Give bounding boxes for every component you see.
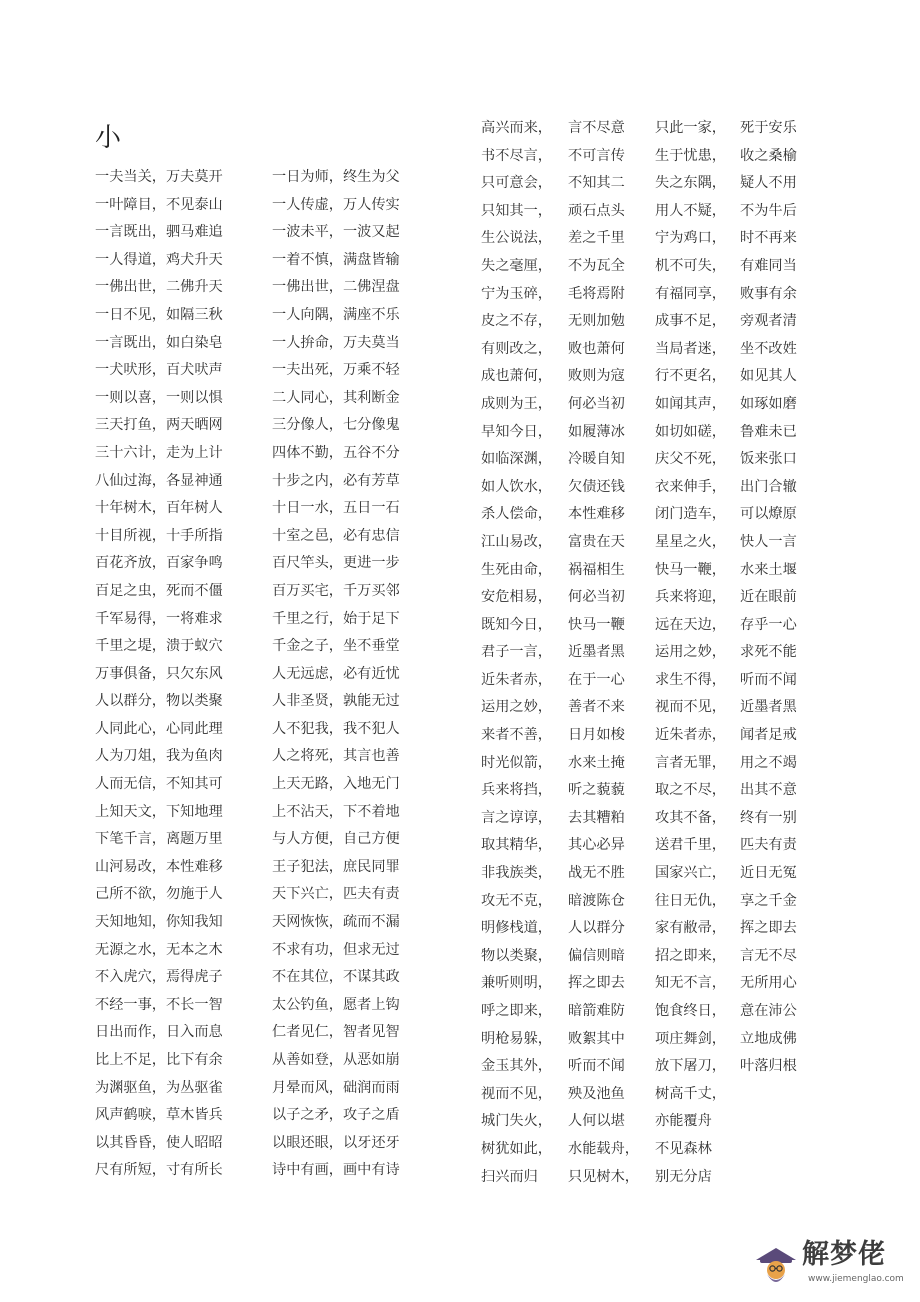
idiom-line: 意在沛公 <box>740 1003 797 1019</box>
idiom-line: 项庄舞剑， <box>655 1030 726 1047</box>
idiom-line: 求生不得， <box>655 671 726 688</box>
idiom-line: 毛将焉附 <box>568 285 625 302</box>
idiom-line: 鲁难未已 <box>740 423 797 440</box>
idiom-line: 尺有所短，寸有所长 <box>95 1162 223 1179</box>
idiom-line: 本性难移 <box>568 506 625 523</box>
idiom-line: 送君千里， <box>655 837 726 854</box>
idiom-line: 家有敝帚， <box>655 920 726 937</box>
idiom-line: 闻者足戒 <box>740 727 797 744</box>
idiom-line: 以眼还眼，以牙还牙 <box>272 1134 400 1151</box>
idiom-line: 明枪易躲， <box>481 1030 552 1047</box>
idiom-line: 兼听则明， <box>481 975 552 992</box>
idiom-line: 来者不善， <box>481 727 552 744</box>
idiom-line: 江山易改， <box>481 533 552 550</box>
idiom-line: 机不可失， <box>655 257 726 274</box>
idiom-line: 听之藐藐 <box>568 782 625 799</box>
idiom-line: 太公钓鱼，愿者上钩 <box>272 996 400 1013</box>
idiom-line: 安危相易， <box>481 589 552 606</box>
idiom-line: 快马一鞭 <box>568 616 625 633</box>
idiom-column-4 <box>568 115 639 1191</box>
idiom-line: 既知今日， <box>481 616 552 633</box>
idiom-line: 上不沾天，下不着地 <box>272 803 400 820</box>
idiom-line: 不为瓦全 <box>568 257 625 274</box>
idiom-line: 一着不慎，满盘皆输 <box>272 251 400 268</box>
idiom-line: 只知其一， <box>481 202 552 219</box>
idiom-line: 言之谆谆， <box>481 809 552 826</box>
idiom-line: 天下兴亡，匹夫有责 <box>272 886 400 903</box>
idiom-line: 近日无冤 <box>740 865 797 882</box>
idiom-line: 冷暖自知 <box>568 451 625 468</box>
idiom-line: 千里之行，始于足下 <box>272 610 400 627</box>
idiom-line: 天知地知，你知我知 <box>95 914 223 931</box>
idiom-line: 为渊驱鱼，为丛驱雀 <box>95 1079 223 1096</box>
idiom-line: 人而无信，不知其可 <box>95 776 223 793</box>
idiom-line: 不在其位，不谋其政 <box>272 969 400 986</box>
idiom-line: 视而不见， <box>655 699 726 716</box>
logo-url: www.jiemenglao.com <box>808 1274 904 1284</box>
idiom-line: 水能载舟， <box>568 1140 639 1157</box>
idiom-line: 一叶障目，不见泰山 <box>95 196 223 213</box>
idiom-line: 不知其二 <box>568 175 625 192</box>
idiom-line: 一佛出世，二佛升天 <box>95 279 223 296</box>
idiom-line: 一言既出，如白染皂 <box>95 334 223 351</box>
idiom-line: 国家兴亡， <box>655 865 726 882</box>
idiom-line: 以子之矛，攻子之盾 <box>272 1107 400 1124</box>
idiom-line: 言者无罪， <box>655 754 726 771</box>
idiom-line: 物以类聚， <box>481 947 552 964</box>
idiom-line: 有福同享， <box>655 285 726 302</box>
idiom-line: 取其精华， <box>481 837 552 854</box>
idiom-line: 庆父不死， <box>655 451 726 468</box>
idiom-line: 日月如梭 <box>568 727 625 744</box>
idiom-line: 去其糟粕 <box>568 809 625 826</box>
idiom-line: 金玉其外， <box>481 1058 552 1075</box>
idiom-line: 书不尽言， <box>481 147 552 164</box>
idiom-line: 星星之火， <box>655 533 726 550</box>
idiom-line: 人非圣贤，孰能无过 <box>272 693 400 710</box>
idiom-line: 明修栈道， <box>481 920 552 937</box>
idiom-line: 殃及池鱼 <box>568 1085 625 1102</box>
idiom-line: 败也萧何 <box>568 340 625 357</box>
idiom-line: 呼之即来， <box>481 1003 552 1019</box>
idiom-line: 只此一家， <box>655 120 726 136</box>
idiom-line: 偏信则暗 <box>568 947 625 964</box>
idiom-line: 水来土掩 <box>568 754 625 771</box>
idiom-line: 招之即来， <box>655 947 726 964</box>
idiom-line: 王子犯法，庶民同罪 <box>272 858 400 875</box>
idiom-line: 一夫出死，万乘不轻 <box>272 362 400 379</box>
idiom-line: 不求有功，但求无过 <box>272 941 400 958</box>
idiom-line: 饭来张口 <box>740 451 797 468</box>
idiom-line: 二人同心，其利断金 <box>272 389 400 406</box>
idiom-line: 非我族类， <box>481 865 552 882</box>
idiom-line: 差之千里 <box>568 230 625 247</box>
idiom-line: 善者不来 <box>568 699 625 716</box>
idiom-line: 月晕而风，础润而雨 <box>272 1079 400 1096</box>
idiom-line: 暗箭难防 <box>568 1003 625 1019</box>
idiom-line: 千金之子，坐不垂堂 <box>272 638 400 655</box>
idiom-line: 三天打鱼，两天晒网 <box>95 417 223 434</box>
idiom-line: 快人一言 <box>740 533 797 550</box>
idiom-column-2 <box>272 164 400 1185</box>
idiom-line: 千里之堤，溃于蚁穴 <box>95 638 223 655</box>
idiom-line: 百花齐放，百家争鸣 <box>95 555 223 572</box>
idiom-line: 十日一水，五日一石 <box>272 500 400 517</box>
idiom-line: 何必当初 <box>568 589 625 606</box>
idiom-line: 当局者迷， <box>655 340 726 357</box>
idiom-line: 其心必异 <box>568 837 625 854</box>
idiom-line: 有难同当 <box>740 257 797 274</box>
idiom-line: 百足之虫，死而不僵 <box>95 582 223 599</box>
idiom-line: 八仙过海，各显神通 <box>95 472 223 489</box>
idiom-line: 成则为王， <box>481 395 552 412</box>
idiom-line: 远在天边， <box>655 616 726 633</box>
idiom-line: 皮之不存， <box>481 313 552 330</box>
fortune-teller-icon <box>752 1240 800 1288</box>
idiom-line: 生公说法， <box>481 230 552 247</box>
idiom-line: 山河易改，本性难移 <box>95 858 223 875</box>
idiom-line: 用人不疑， <box>655 202 726 219</box>
idiom-line: 如闻其声， <box>655 395 726 412</box>
idiom-line: 上天无路，入地无门 <box>272 776 400 793</box>
idiom-line: 十年树木，百年树人 <box>95 500 223 517</box>
idiom-line: 十步之内，必有芳草 <box>272 472 400 489</box>
idiom-line: 一波未平，一波又起 <box>272 224 400 241</box>
idiom-line: 无则加勉 <box>568 313 625 330</box>
idiom-line: 无所用心 <box>740 975 797 992</box>
idiom-line: 富贵在天 <box>568 533 625 550</box>
idiom-line: 不经一事，不长一智 <box>95 996 223 1013</box>
idiom-line: 顽石点头 <box>568 202 625 219</box>
idiom-line: 一犬吠形，百犬吠声 <box>95 362 223 379</box>
idiom-column-3 <box>481 115 552 1191</box>
idiom-line: 何必当初 <box>568 395 625 412</box>
idiom-line: 死于安乐 <box>740 120 797 136</box>
idiom-line: 往日无仇， <box>655 892 726 909</box>
idiom-line: 百尺竿头，更进一步 <box>272 555 400 572</box>
idiom-line: 运用之妙， <box>655 644 726 661</box>
idiom-line: 时光似箭， <box>481 754 552 771</box>
idiom-line: 暗渡陈仓 <box>568 892 625 909</box>
idiom-line: 生于忧患， <box>655 147 726 164</box>
idiom-line: 坐不改姓 <box>740 340 797 357</box>
idiom-line: 言无不尽 <box>740 947 797 964</box>
idiom-line: 十目所视，十手所指 <box>95 527 223 544</box>
idiom-line: 诗中有画，画中有诗 <box>272 1162 400 1179</box>
idiom-line: 一言既出，驷马难追 <box>95 224 223 241</box>
idiom-line: 一则以喜，一则以惧 <box>95 389 223 406</box>
idiom-line: 别无分店 <box>655 1168 712 1185</box>
idiom-line: 败絮其中 <box>568 1030 625 1047</box>
idiom-line: 上知天文，下知地理 <box>95 803 223 820</box>
idiom-line: 一人得道，鸡犬升天 <box>95 251 223 268</box>
idiom-line: 树犹如此， <box>481 1140 552 1157</box>
idiom-line: 人不犯我，我不犯人 <box>272 720 400 737</box>
page-heading: 小 <box>95 123 122 153</box>
idiom-line: 失之东隅， <box>655 175 726 192</box>
idiom-line: 三分像人，七分像鬼 <box>272 417 400 434</box>
idiom-line: 终有一别 <box>740 809 797 826</box>
idiom-line: 放下屠刀， <box>655 1058 726 1075</box>
idiom-line: 如履薄冰 <box>568 423 625 440</box>
idiom-line: 一人传虚，万人传实 <box>272 196 400 213</box>
idiom-line: 近墨者黑 <box>568 644 625 661</box>
idiom-line: 失之毫厘， <box>481 257 552 274</box>
idiom-line: 如见其人 <box>740 368 797 385</box>
idiom-line: 立地成佛 <box>740 1030 797 1047</box>
idiom-line: 亦能覆舟 <box>655 1113 712 1130</box>
idiom-line: 如琢如磨 <box>740 395 797 412</box>
idiom-line: 城门失火， <box>481 1113 552 1130</box>
idiom-line: 君子一言， <box>481 644 552 661</box>
idiom-line: 从善如登，从恶如崩 <box>272 1052 400 1068</box>
idiom-line: 百万买宅，千万买邻 <box>272 582 400 599</box>
idiom-line: 日出而作，日入而息 <box>95 1024 223 1041</box>
idiom-line: 只可意会， <box>481 175 552 192</box>
idiom-line: 兵来将迎， <box>655 589 726 606</box>
idiom-line: 出门合辙 <box>740 478 797 495</box>
idiom-line: 以其昏昏，使人昭昭 <box>95 1134 223 1151</box>
idiom-line: 一夫当关，万夫莫开 <box>95 169 223 185</box>
idiom-line: 在于一心 <box>568 671 625 688</box>
idiom-line: 攻其不备， <box>655 809 726 826</box>
idiom-column-1 <box>95 164 223 1185</box>
idiom-line: 挥之即去 <box>568 975 625 992</box>
idiom-line: 宁为鸡口， <box>655 230 726 247</box>
idiom-line: 一日不见，如隔三秋 <box>95 306 223 323</box>
idiom-line: 杀人偿命， <box>481 506 552 523</box>
idiom-line: 有则改之， <box>481 340 552 357</box>
idiom-line: 生死由命， <box>481 561 552 578</box>
idiom-line: 千军易得，一将难求 <box>95 610 223 627</box>
idiom-line: 不见森林 <box>655 1140 712 1157</box>
site-logo[interactable] <box>752 1238 902 1290</box>
idiom-line: 风声鹤唳，草木皆兵 <box>95 1107 223 1124</box>
idiom-line: 听而不闻 <box>568 1058 625 1075</box>
idiom-line: 近在眼前 <box>740 589 797 606</box>
idiom-line: 三十六计，走为上计 <box>95 444 223 461</box>
idiom-line: 不可言传 <box>568 147 625 164</box>
idiom-line: 一佛出世，二佛涅盘 <box>272 279 400 296</box>
idiom-line: 扫兴而归 <box>481 1168 538 1185</box>
idiom-line: 如人饮水， <box>481 478 552 495</box>
idiom-line: 行不更名， <box>655 368 726 385</box>
idiom-line: 天网恢恢，疏而不漏 <box>272 914 400 931</box>
idiom-line: 衣来伸手， <box>655 478 726 495</box>
idiom-line: 疑人不用 <box>740 175 797 192</box>
idiom-line: 可以燎原 <box>740 506 797 523</box>
idiom-line: 听而不闻 <box>740 671 797 688</box>
idiom-line: 高兴而来， <box>481 120 552 136</box>
idiom-line: 求死不能 <box>740 644 797 661</box>
idiom-line: 如临深渊， <box>481 451 552 468</box>
idiom-line: 快马一鞭， <box>655 561 726 578</box>
idiom-line: 十室之邑，必有忠信 <box>272 527 400 544</box>
idiom-line: 人以群分，物以类聚 <box>95 693 223 710</box>
idiom-line: 一日为师，终生为父 <box>272 169 400 185</box>
idiom-line: 水来土堰 <box>740 561 797 578</box>
idiom-line: 闭门造车， <box>655 506 726 523</box>
idiom-line: 知无不言， <box>655 975 726 992</box>
idiom-line: 存乎一心 <box>740 616 797 633</box>
idiom-line: 旁观者清 <box>740 313 797 330</box>
idiom-line: 人为刀俎，我为鱼肉 <box>95 748 223 765</box>
idiom-line: 不为牛后 <box>740 202 797 219</box>
idiom-line: 己所不欲，勿施于人 <box>95 886 223 903</box>
idiom-line: 宁为玉碎， <box>481 285 552 302</box>
idiom-line: 如切如磋， <box>655 423 726 440</box>
idiom-line: 欠债还钱 <box>568 478 625 495</box>
idiom-line: 仁者见仁，智者见智 <box>272 1024 400 1041</box>
idiom-line: 人以群分 <box>568 920 625 937</box>
idiom-line: 用之不竭 <box>740 754 797 771</box>
idiom-line: 四体不勤，五谷不分 <box>272 444 400 461</box>
idiom-line: 比上不足，比下有余 <box>95 1052 223 1068</box>
idiom-line: 战无不胜 <box>568 865 625 882</box>
idiom-line: 一人拚命，万夫莫当 <box>272 334 400 351</box>
idiom-line: 匹夫有责 <box>740 837 797 854</box>
idiom-line: 近朱者赤， <box>655 727 726 744</box>
idiom-line: 只见树木， <box>568 1168 639 1185</box>
idiom-line: 与人方便，自己方便 <box>272 831 400 848</box>
idiom-line: 无源之水，无本之木 <box>95 941 223 958</box>
idiom-line: 攻无不克， <box>481 892 552 909</box>
idiom-line: 一人向隅，满座不乐 <box>272 306 400 323</box>
idiom-line: 不入虎穴，焉得虎子 <box>95 969 223 986</box>
idiom-line: 败则为寇 <box>568 368 625 385</box>
idiom-line: 败事有余 <box>740 285 797 302</box>
idiom-line: 视而不见， <box>481 1085 552 1102</box>
idiom-line: 饱食终日， <box>655 1003 726 1019</box>
idiom-line: 取之不尽， <box>655 782 726 799</box>
idiom-line: 出其不意 <box>740 782 797 799</box>
idiom-line: 祸福相生 <box>568 561 625 578</box>
idiom-column-5 <box>655 115 726 1191</box>
idiom-line: 叶落归根 <box>740 1058 797 1075</box>
idiom-line: 享之千金 <box>740 892 797 909</box>
idiom-line: 树高千丈， <box>655 1085 726 1102</box>
idiom-line: 成也萧何， <box>481 368 552 385</box>
idiom-line: 人何以堪 <box>568 1113 625 1130</box>
idiom-line: 收之桑榆 <box>740 147 797 164</box>
idiom-column-6 <box>740 115 797 1081</box>
idiom-line: 下笔千言，离题万里 <box>95 831 223 848</box>
logo-name: 解梦佬 <box>802 1239 886 1270</box>
idiom-line: 人之将死，其言也善 <box>272 748 400 765</box>
idiom-line: 成事不足， <box>655 313 726 330</box>
idiom-line: 人无远虑，必有近忧 <box>272 665 400 682</box>
idiom-line: 兵来将挡， <box>481 782 552 799</box>
idiom-line: 近朱者赤， <box>481 671 552 688</box>
idiom-line: 近墨者黑 <box>740 699 797 716</box>
idiom-line: 言不尽意 <box>568 120 625 136</box>
idiom-line: 挥之即去 <box>740 920 797 937</box>
idiom-line: 早知今日， <box>481 423 552 440</box>
idiom-line: 时不再来 <box>740 230 797 247</box>
idiom-line: 万事俱备，只欠东风 <box>95 665 223 682</box>
idiom-line: 运用之妙， <box>481 699 552 716</box>
idiom-line: 人同此心，心同此理 <box>95 720 223 737</box>
